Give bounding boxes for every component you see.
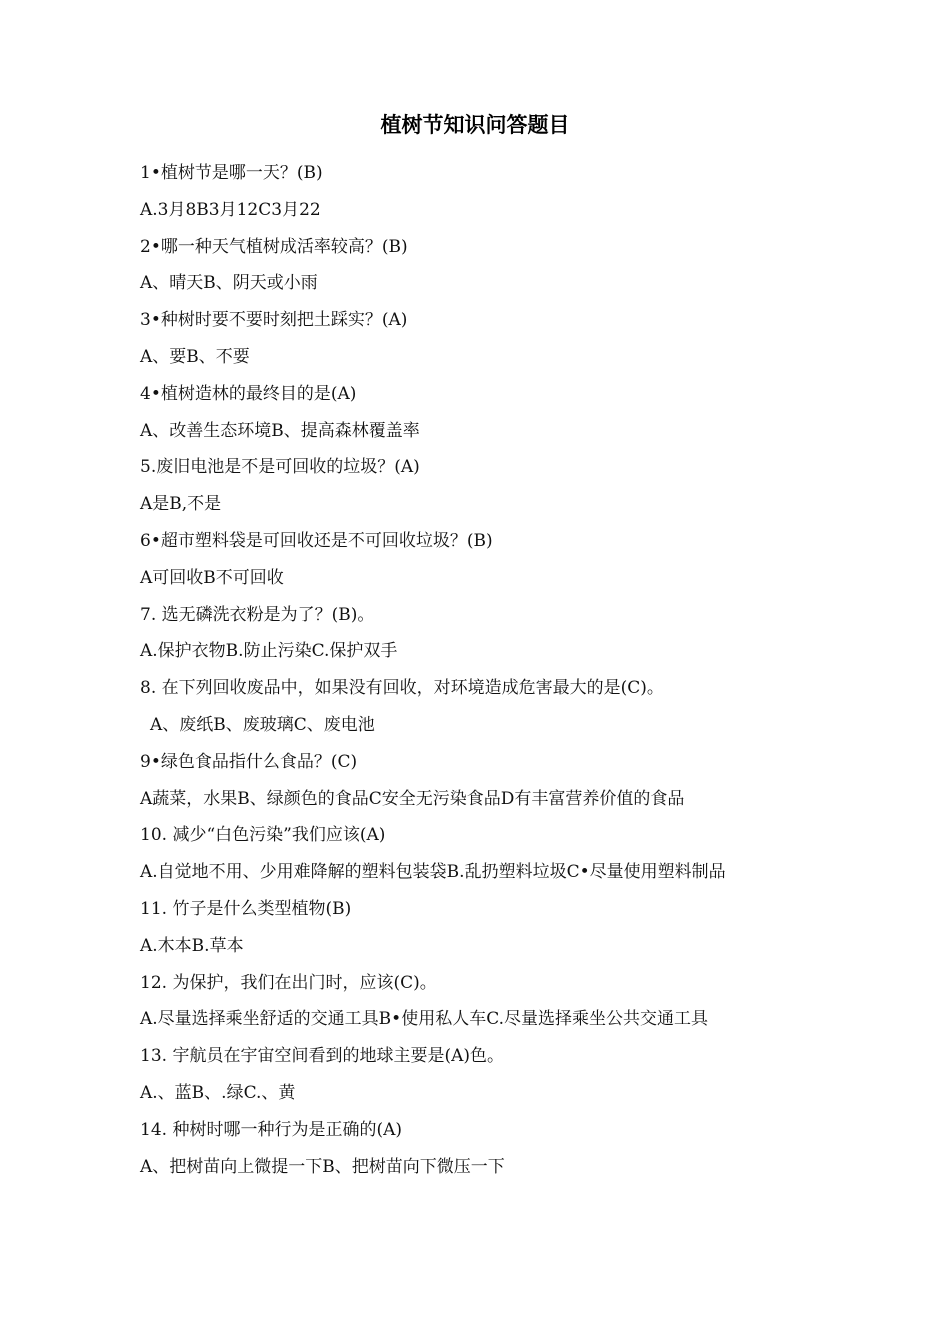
question-line: 14. 种树时哪一种行为是正确的(A) [140, 1119, 402, 1140]
page-title: 植树节知识问答题目 [380, 113, 570, 137]
question-list [140, 158, 930, 1188]
question-line: 11. 竹子是什么类型植物(B) [140, 898, 352, 919]
question-line: 7. 选无磷洗衣粉是为了？(B)。 [140, 604, 375, 625]
question-line: 1•植树节是哪一天？(B) [140, 163, 323, 183]
answer-line: A、废纸B、废玻璃C、废电池 [150, 714, 375, 735]
question-line: 10. 减少“白色污染”我们应该(A) [140, 825, 386, 846]
answer-line: A.木本B.草本 [140, 935, 244, 956]
question-line: 2•哪一种天气植树成活率较高？(B) [140, 236, 408, 257]
question-line: 4•植树造林的最终目的是(A) [140, 383, 357, 404]
answer-line: A.3月8B3月12C3月22 [140, 199, 321, 220]
question-line: 8. 在下列回收废品中，如果没有回收，对环境造成危害最大的是(C)。 [140, 678, 664, 699]
answer-line: A、晴天B、阴天或小雨 [140, 273, 318, 294]
answer-line: A是B,不是 [140, 494, 222, 515]
question-line: 13. 宇航员在宇宙空间看到的地球主要是(A)色。 [140, 1046, 504, 1067]
question-line: 3•种树时要不要时刻把土踩实？(A) [140, 310, 408, 331]
answer-line: A.、蓝B、.绿C.、黄 [140, 1082, 296, 1103]
answer-line: A.保护衣物B.防止污染C.保护双手 [140, 641, 398, 662]
question-line: 5.废旧电池是不是可回收的垃圾？(A) [140, 457, 420, 478]
answer-line: A蔬菜，水果B、绿颜色的食品C安全无污染食品D有丰富营养价值的食品 [140, 788, 685, 809]
question-line: 12. 为保护，我们在出门时，应该(C)。 [140, 972, 437, 993]
answer-line: A.尽量选择乘坐舒适的交通工具B•使用私人车C.尽量选择乘坐公共交通工具 [140, 1009, 709, 1030]
answer-line: A、把树苗向上微提一下B、把树苗向下微压一下 [140, 1156, 505, 1177]
answer-line: A、要B、不要 [140, 346, 250, 367]
answer-line: A、改善生态环境B、提高森林覆盖率 [140, 420, 420, 441]
question-line: 9•绿色食品指什么食品？(C) [140, 751, 358, 772]
answer-line: A可回收B不可回收 [140, 567, 284, 588]
answer-line: A.自觉地不用、少用难降解的塑料包装袋B.乱扔塑料垃圾C•尽量使用塑料制品 [140, 862, 726, 883]
question-line: 6•超市塑料袋是可回收还是不可回收垃圾？(B) [140, 530, 493, 551]
